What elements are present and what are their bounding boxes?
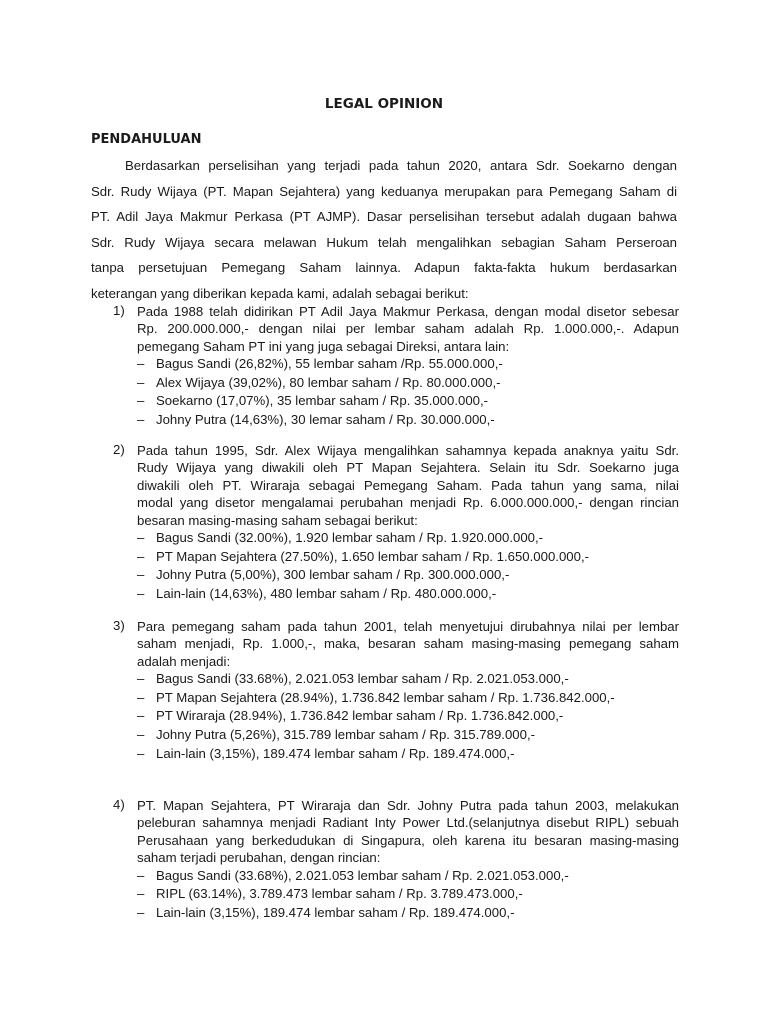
list-item-text: PT Mapan Sejahtera (28.94%), 1.736.842 lembar saham / Rp. 1.736.842.000,- — [156, 689, 615, 705]
list-item — [137, 904, 679, 923]
intro-line: PT. Adil Jaya Makmur Perkasa (PT AJMP). Dasar perselisihan tersebut adalah dugaan bahwa — [91, 209, 677, 224]
shareholder-list — [137, 355, 679, 429]
list-item — [137, 670, 679, 689]
list-item — [137, 392, 679, 411]
list-item-text: Johny Putra (5,26%), 315.789 lembar saham / Rp. 315.789.000,- — [156, 727, 535, 742]
list-item-text: Johny Putra (5,00%), 300 lembar saham / Rp. 300.000.000,- — [156, 567, 510, 583]
list-item — [137, 707, 679, 726]
list-item — [137, 745, 679, 764]
item-line: besaran masing-masing saham sebagai berikut: — [137, 512, 418, 528]
list-item — [137, 529, 679, 548]
list-item-text: Alex Wijaya (39,02%), 80 lembar saham / Rp. 80.000.000,- — [156, 374, 501, 390]
dash-marker: – — [137, 745, 145, 761]
dash-marker: – — [137, 671, 145, 687]
list-item — [137, 689, 679, 708]
item-body — [137, 797, 679, 922]
list-item — [137, 867, 679, 886]
item-line: Para pemegang saham pada tahun 2001, telah menyetujui dirubahnya nilai per lembar — [137, 619, 679, 634]
intro-line: keterangan yang diberikan kepada kami, adalah sebagai berikut: — [91, 285, 469, 301]
dash-marker: – — [137, 867, 145, 883]
item-line: saham menjadi, Rp. 1.000,-, maka, besaran saham masing-masing pemegang saham — [137, 636, 679, 652]
item-line: PT. Mapan Sejahtera, PT Wiraraja dan Sdr. Johny Putra pada tahun 2003, melakukan — [137, 798, 679, 813]
list-item-text: Johny Putra (14,63%), 30 lemar saham / Rp. 30.000.000,- — [156, 412, 495, 427]
list-item — [137, 885, 679, 904]
list-item — [137, 374, 679, 393]
dash-marker: – — [137, 904, 145, 920]
item-line: adalah menjadi: — [137, 653, 231, 669]
shareholder-list — [137, 867, 679, 923]
dash-marker: – — [137, 412, 145, 427]
list-item — [137, 355, 679, 374]
item-line: pemegang Saham PT ini yang juga sebagai Direksi, antara lain: — [137, 338, 510, 354]
list-item — [137, 726, 679, 745]
dash-marker: – — [137, 530, 145, 546]
dash-marker: – — [137, 886, 145, 902]
list-item-text: Lain-lain (3,15%), 189.474 lembar saham / Rp. 189.474.000,- — [156, 904, 515, 920]
item-line: Rudy Wijaya yang diwakili oleh PT Mapan Sejahtera. Selain itu Sdr. Soekarno juga — [137, 460, 679, 476]
list-item-text: Bagus Sandi (26,82%), 55 lembar saham /Rp. 55.000.000,- — [156, 356, 503, 372]
list-item-text: Bagus Sandi (32.00%), 1.920 lembar saham / Rp. 1.920.000.000,- — [156, 530, 544, 546]
list-item-text: PT Mapan Sejahtera (27.50%), 1.650 lembar saham / Rp. 1.650.000.000,- — [156, 548, 590, 564]
item-line: Perusahaan yang berkedudukan di Singapura, oleh karena itu besaran masing-masing — [137, 832, 679, 848]
list-item — [137, 566, 679, 585]
list-item-text: PT Wiraraja (28.94%), 1.736.842 lembar saham / Rp. 1.736.842.000,- — [156, 708, 564, 724]
shareholder-list — [137, 670, 679, 763]
intro-line: Sdr. Rudy Wijaya (PT. Mapan Sejahtera) yang keduanya merupakan para Pemegang Saham di — [91, 183, 677, 199]
item-number: 4) — [113, 797, 125, 812]
item-line: Pada tahun 1995, Sdr. Alex Wijaya mengalihkan sahamnya kepada anaknya yaitu Sdr. — [137, 443, 679, 458]
intro-line: Berdasarkan perselisihan yang terjadi pada tahun 2020, antara Sdr. Soekarno dengan — [125, 158, 677, 173]
dash-marker: – — [137, 548, 145, 564]
item-line: diwakili oleh PT. Wiraraja sebagai Pemegang Saham. Pada tahun yang sama, nilai — [137, 477, 679, 493]
list-item-text: RIPL (63.14%), 3.789.473 lembar saham / Rp. 3.789.473.000,- — [156, 886, 523, 902]
item-line: Pada 1988 telah didirikan PT Adil Jaya Makmur Perkasa, dengan modal disetor sebesar — [137, 304, 679, 319]
section-heading: PENDAHULUAN — [91, 132, 202, 147]
dash-marker: – — [137, 393, 145, 409]
list-item-text: Lain-lain (14,63%), 480 lembar saham / Rp. 480.000.000,- — [156, 585, 497, 601]
list-item — [137, 411, 679, 430]
item-line: modal yang disetor mengalamai perubahan menjadi Rp. 6.000.000.000,- dengan rincian — [137, 495, 679, 511]
list-item — [137, 548, 679, 567]
dash-marker: – — [137, 727, 145, 742]
intro-paragraph — [91, 153, 677, 306]
list-item-text: Soekarno (17,07%), 35 lembar saham / Rp. 35.000.000,- — [156, 393, 489, 409]
list-item — [137, 585, 679, 604]
item-line: saham terjadi perubahan, dengan rincian: — [137, 850, 381, 866]
item-number: 1) — [113, 303, 125, 318]
item-number: 3) — [113, 618, 125, 633]
dash-marker: – — [137, 356, 145, 372]
intro-line: tanpa persetujuan Pemegang Saham lainnya. Adapun fakta-fakta hukum berdasarkan — [91, 260, 677, 275]
item-line: Rp. 200.000.000,- dengan nilai per lembar saham adalah Rp. 1.000.000,-. Adapun — [137, 321, 679, 337]
item-body — [137, 442, 679, 603]
document-title: LEGAL OPINION — [324, 96, 444, 112]
item-number: 2) — [113, 442, 125, 457]
dash-marker: – — [137, 708, 145, 724]
intro-line: Sdr. Rudy Wijaya secara melawan Hukum telah mengalihkan sebagian Saham Perseroan — [91, 234, 677, 250]
dash-marker: – — [137, 374, 145, 390]
list-item-text: Bagus Sandi (33.68%), 2.021.053 lembar saham / Rp. 2.021.053.000,- — [156, 671, 569, 687]
item-line: peleburan sahamnya menjadi Radiant Inty Power Ltd.(selanjutnya disebut RIPL) sebuah — [137, 815, 679, 831]
dash-marker: – — [137, 585, 145, 601]
list-item-text: Lain-lain (3,15%), 189.474 lembar saham / Rp. 189.474.000,- — [156, 745, 515, 761]
item-body — [137, 303, 679, 430]
list-item-text: Bagus Sandi (33.68%), 2.021.053 lembar saham / Rp. 2.021.053.000,- — [156, 867, 569, 883]
shareholder-list — [137, 529, 679, 603]
dash-marker: – — [137, 689, 145, 705]
dash-marker: – — [137, 567, 145, 583]
item-body — [137, 618, 679, 763]
